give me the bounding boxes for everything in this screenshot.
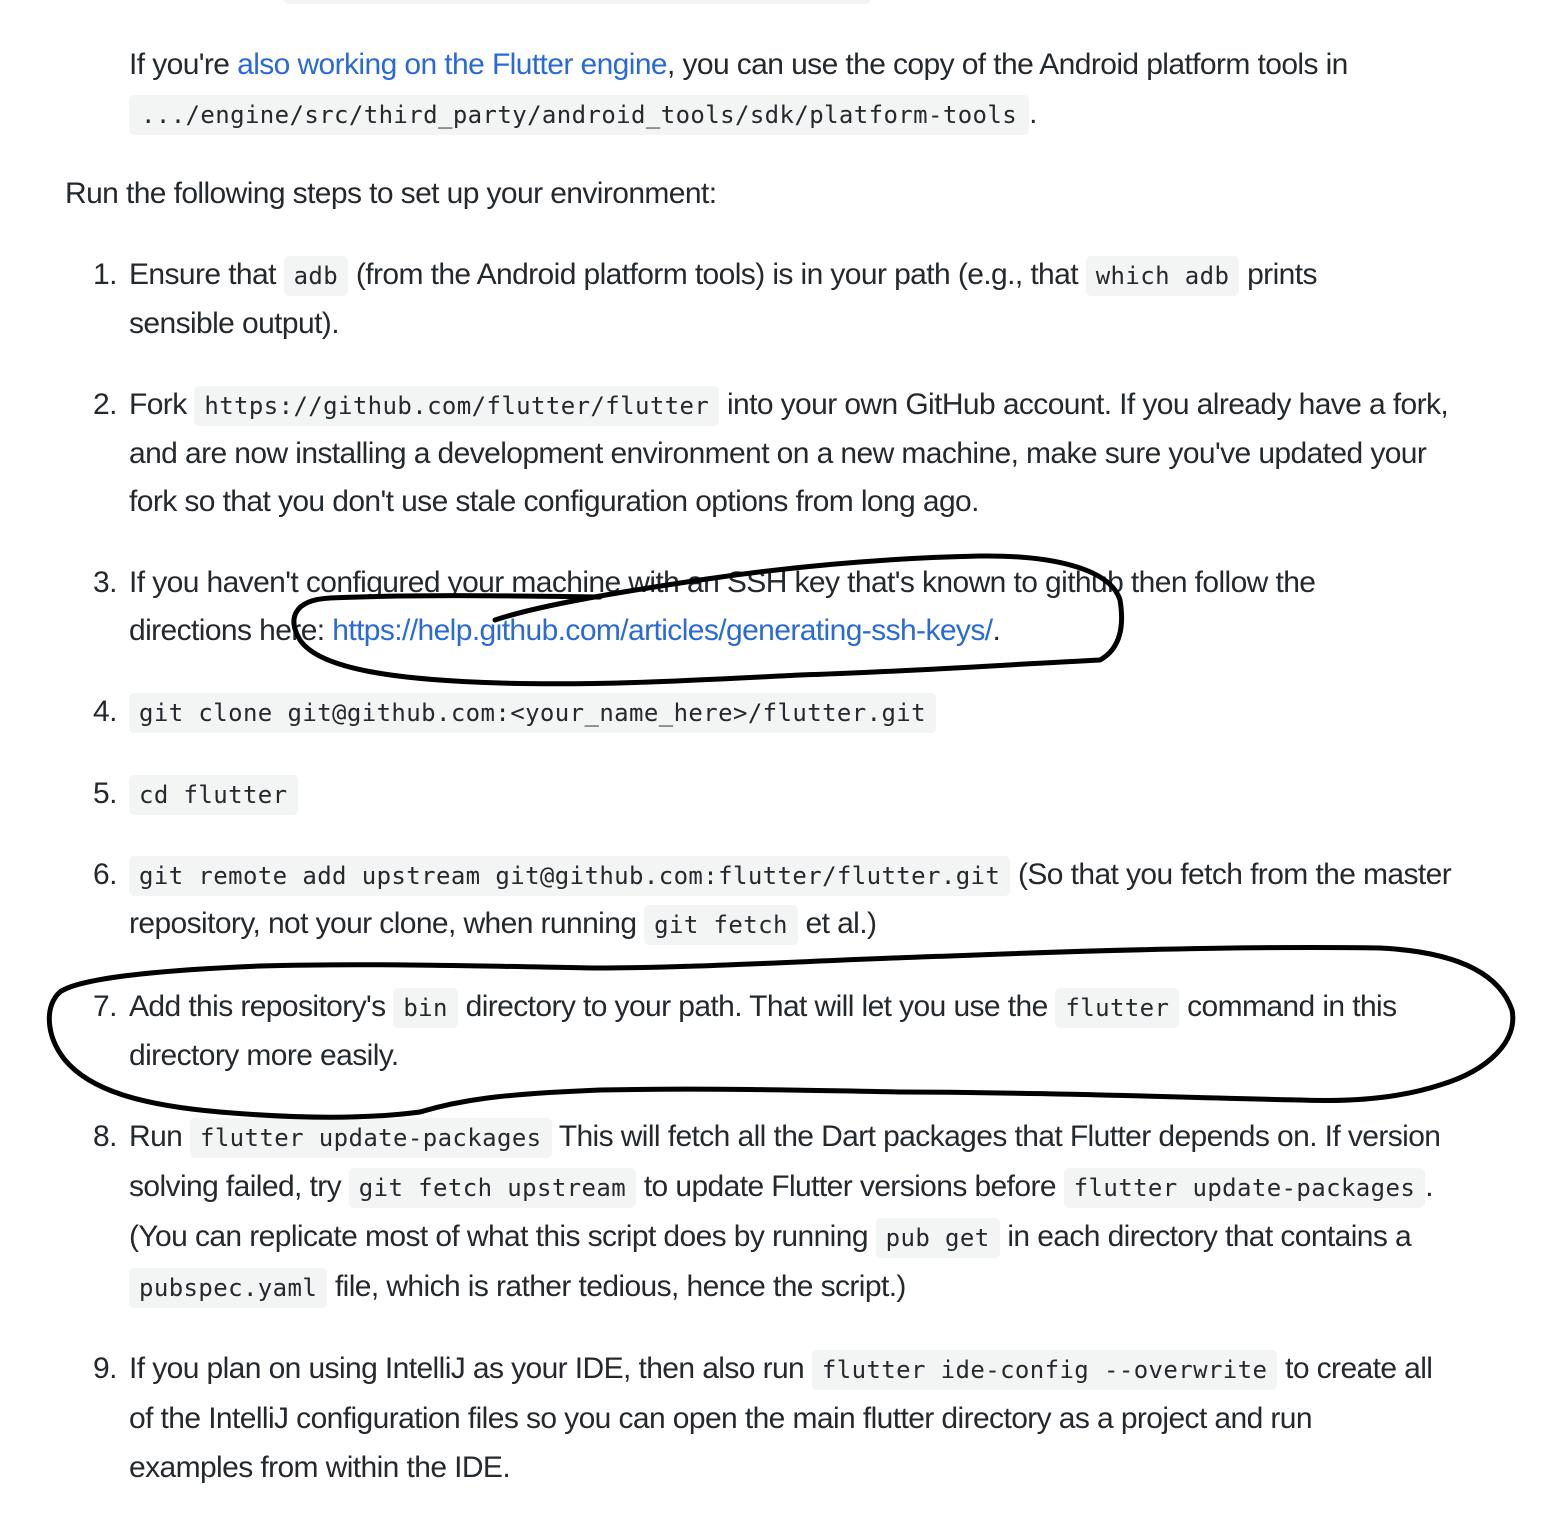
step-text: [129, 1262, 906, 1313]
step-number: 9.: [93, 1352, 117, 1385]
flutter-update-packages-code: flutter update-packages: [1064, 1168, 1426, 1208]
text: to create all: [1277, 1352, 1433, 1385]
step-text: [129, 982, 1397, 1033]
text: This will fetch all the Dart packages that Flutter depends on. If version: [551, 1120, 1441, 1153]
step-number: 1.: [93, 258, 117, 291]
step-text: of the IntelliJ configuration files so you can open the main flutter directory as a project and run: [129, 1402, 1312, 1435]
text: (So that you fetch from the master: [1010, 858, 1452, 891]
step-text: [129, 606, 1000, 655]
code-block-edge: [283, 0, 871, 4]
platform-tools-path-code: .../engine/src/third_party/android_tools/sdk/platform-tools: [129, 95, 1029, 135]
git-clone-code: git clone git@github.com:<your_name_here>/flutter.git: [129, 693, 936, 733]
step-number: 4.: [93, 695, 117, 728]
text: (from the Android platform tools) is in your path (e.g., that: [348, 258, 1086, 291]
step-text: [129, 1212, 1411, 1263]
text: file, which is rather tedious, hence the script.): [327, 1270, 906, 1303]
intro-paragraph: [129, 40, 1348, 89]
intro-text: If you're: [129, 48, 238, 81]
pub-get-code: pub get: [876, 1218, 1000, 1258]
step-number: 8.: [93, 1120, 117, 1153]
text: repository, not your clone, when running: [129, 907, 645, 940]
which-adb-code: which adb: [1086, 256, 1240, 296]
step-text: examples from within the IDE.: [129, 1451, 511, 1484]
flutter-update-packages-code: flutter update-packages: [190, 1118, 552, 1158]
text: If you plan on using IntelliJ as your IDE, then also run: [129, 1352, 812, 1385]
text: .: [992, 614, 1001, 647]
text: in each directory that contains a: [999, 1220, 1412, 1253]
text: Add this repository's: [129, 990, 394, 1023]
step-text: [129, 1162, 1433, 1213]
step-text: [129, 850, 1451, 901]
step-number: 7.: [93, 990, 117, 1023]
intro-text: , you can use the copy of the Android platform tools in: [667, 48, 1348, 81]
flutter-command-code: flutter: [1055, 988, 1179, 1028]
step-number: 3.: [93, 566, 117, 599]
period: .: [1029, 97, 1037, 130]
flutter-engine-link[interactable]: also working on the Flutter engine: [237, 48, 667, 81]
flutter-ide-config-code: flutter ide-config --overwrite: [812, 1350, 1277, 1390]
steps-lead-text: Run the following steps to set up your environment:: [65, 177, 717, 210]
text: Fork: [129, 388, 195, 421]
step-text: [129, 1112, 1440, 1163]
text: solving failed, try: [129, 1170, 349, 1203]
step-text: If you haven't configured your machine with an SSH key that's known to github then follow the: [129, 566, 1316, 599]
step-text: sensible output).: [129, 307, 339, 340]
step-number: 2.: [93, 388, 117, 421]
step-text: [129, 769, 298, 820]
text: Ensure that: [129, 258, 284, 291]
step-text: [129, 687, 936, 738]
adb-code: adb: [284, 256, 349, 296]
text: .: [1425, 1170, 1433, 1203]
step-text: [129, 250, 1317, 301]
text: prints: [1239, 258, 1317, 291]
text: (You can replicate most of what this script does by running: [129, 1220, 876, 1253]
flutter-repo-url-code: https://github.com/flutter/flutter: [194, 386, 719, 426]
text: directory to your path. That will let you use the: [457, 990, 1056, 1023]
text: to update Flutter versions before: [636, 1170, 1064, 1203]
step-number: 5.: [93, 777, 117, 810]
ssh-keys-help-link[interactable]: https://help.github.com/articles/generating-ssh-keys/: [332, 614, 993, 647]
pubspec-yaml-code: pubspec.yaml: [129, 1268, 327, 1308]
step-text: and are now installing a development environment on a new machine, make sure you've updated your: [129, 437, 1427, 470]
text: et al.): [797, 907, 877, 940]
cd-flutter-code: cd flutter: [129, 775, 298, 815]
text: command in this: [1179, 990, 1397, 1023]
step-text: [129, 380, 1448, 431]
text: into your own GitHub account. If you already have a fork,: [719, 388, 1449, 421]
step-text: directory more easily.: [129, 1039, 399, 1072]
text: Run: [129, 1120, 190, 1153]
git-remote-add-code: git remote add upstream git@github.com:flutter/flutter.git: [129, 856, 1010, 896]
text: directions here:: [129, 614, 333, 647]
step-text: [129, 1344, 1432, 1395]
step-text: [129, 899, 876, 950]
git-fetch-code: git fetch: [644, 905, 798, 945]
step-number: 6.: [93, 858, 117, 891]
step-text: fork so that you don't use stale configuration options from long ago.: [129, 485, 979, 518]
git-fetch-upstream-code: git fetch upstream: [349, 1168, 636, 1208]
intro-path-line: [129, 89, 1037, 140]
bin-code: bin: [393, 988, 458, 1028]
